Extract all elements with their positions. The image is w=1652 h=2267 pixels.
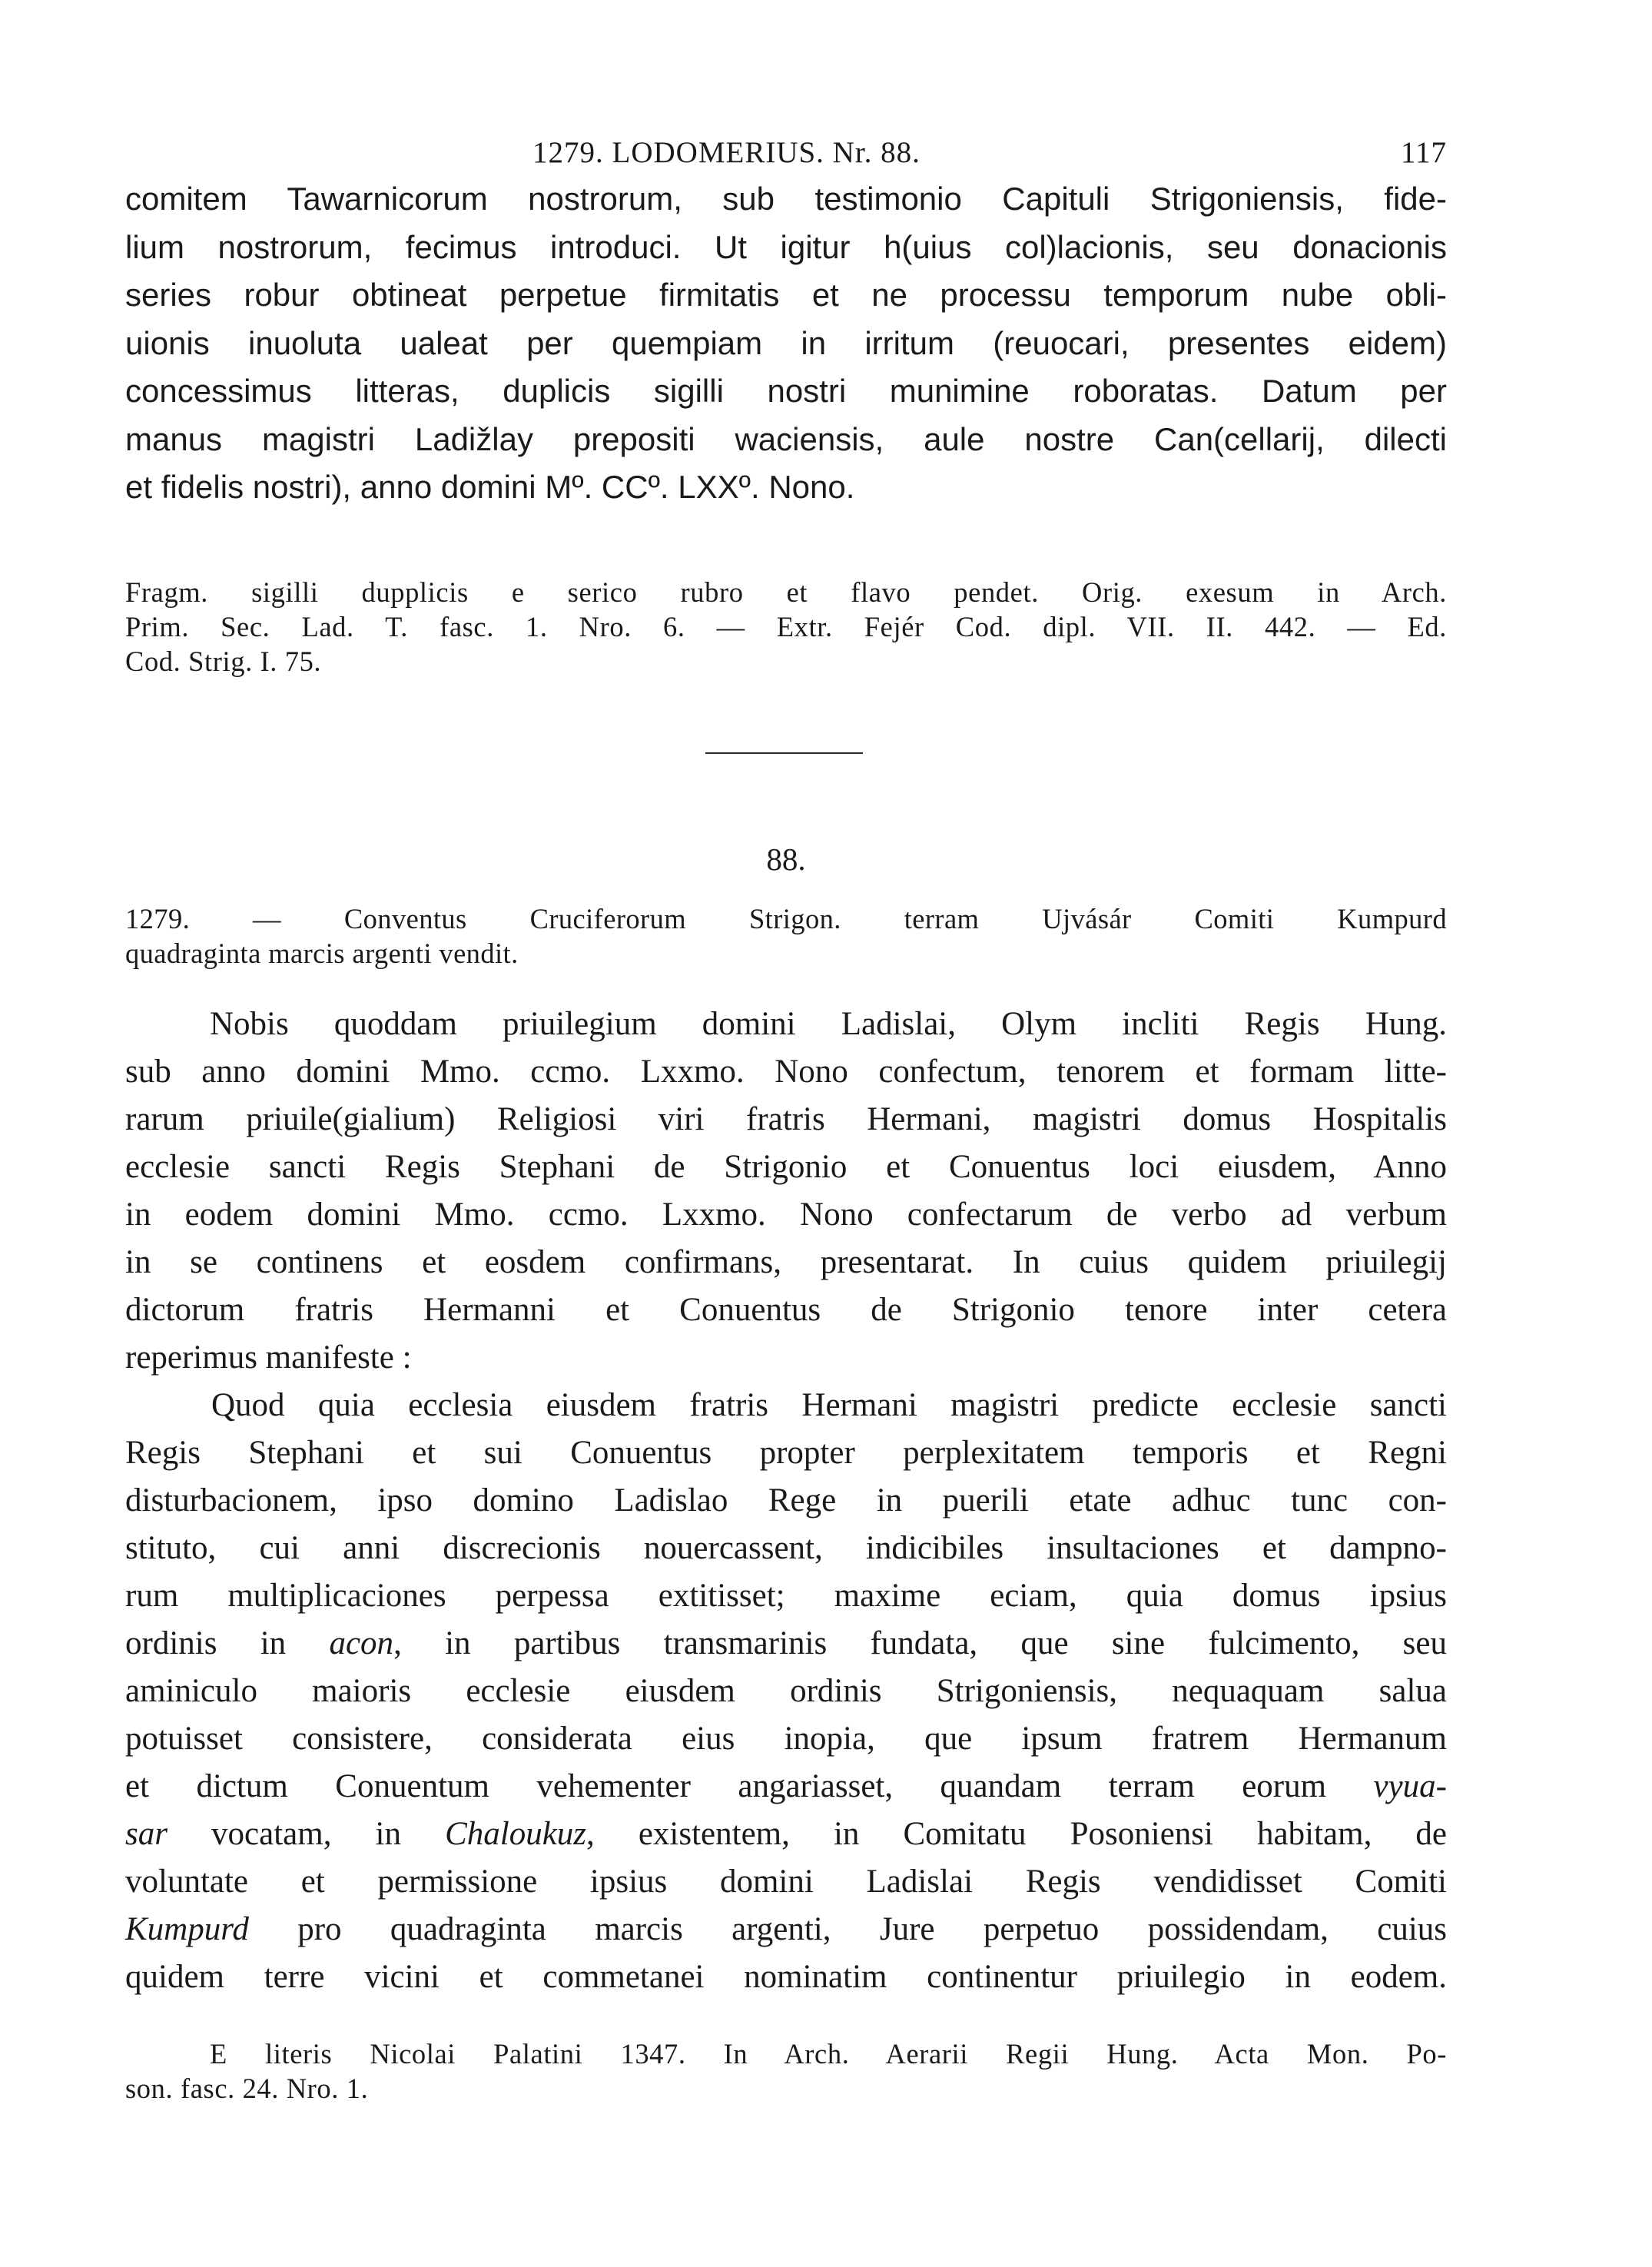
- text-line: rum multiplicaciones perpessa extitisset; maxime eciam, quia domus ipsius: [125, 1578, 1447, 1614]
- paragraph-continued: [125, 175, 1447, 512]
- regest: [125, 901, 1447, 971]
- regest-line: 1279. — Conventus Cruciferorum Strigon. terram Ujvásár Comiti Kumpurd: [125, 903, 1447, 934]
- page-number: 117: [1400, 136, 1447, 169]
- text-line: Nobis quoddam priuilegium domini Ladislai, Olym incliti Regis Hung.: [210, 1006, 1447, 1042]
- text-line: manus magistri Ladižlay prepositi waciensis, aule nostre Can(cellarij, dilecti: [125, 420, 1447, 457]
- text-line: aminiculo maioris ecclesie eiusdem ordinis Strigoniensis, nequaquam salua: [125, 1673, 1447, 1709]
- text-line: stituto, cui anni discrecionis nouercassent, indicibiles insultaciones et dampno-: [125, 1530, 1447, 1566]
- text-line: voluntate et permissione ipsius domini Ladislai Regis vendidisset Comiti: [125, 1864, 1447, 1900]
- text-line: lium nostrorum, fecimus introduci. Ut igitur h(uius col)lacionis, seu donacionis: [125, 228, 1447, 265]
- section-divider: [705, 752, 863, 754]
- text-line: Quod quia ecclesia eiusdem fratris Hermani magistri predicte ecclesie sancti: [211, 1387, 1447, 1423]
- text-line: potuisset consistere, considerata eius inopia, que ipsum fratrem Hermanum: [125, 1721, 1447, 1757]
- note-line: Fragm. sigilli dupplicis e serico rubro et flavo pendet. Orig. exesum in Arch.: [125, 576, 1447, 608]
- text-line: Regis Stephani et sui Conuentus propter perplexitatem temporis et Regni: [125, 1435, 1447, 1471]
- text-line: Kumpurd pro quadraginta marcis argenti, Jure perpetuo possidendam, cuius: [125, 1911, 1447, 1947]
- running-head: [125, 135, 1447, 181]
- text-line: in eodem domini Mmo. ccmo. Lxxmo. Nono confectarum de verbo ad verbum: [125, 1197, 1447, 1233]
- text-line: et dictum Conuentum vehementer angariasset, quandam terram eorum vyua-: [125, 1768, 1447, 1804]
- text-line: sar vocatam, in Chaloukuz, existentem, in Comitatu Posoniensi habitam, de: [125, 1816, 1447, 1852]
- note-line: son. fasc. 24. Nro. 1.: [125, 2073, 369, 2104]
- charter-text: [125, 1001, 1447, 2001]
- note-line: E literis Nicolai Palatini 1347. In Arch. Aerarii Regii Hung. Acta Mon. Po-: [210, 2038, 1447, 2070]
- book-page: [125, 0, 1447, 2267]
- text-line: disturbacionem, ipso domino Ladislao Rege in puerili etate adhuc tunc con-: [125, 1482, 1447, 1519]
- text-line: et fidelis nostri), anno domini Mº. CCº. LXXº. Nono.: [125, 469, 855, 505]
- note-line: Cod. Strig. I. 75.: [125, 646, 322, 677]
- running-title: 1279. LODOMERIUS. Nr. 88.: [532, 136, 921, 169]
- regest-line: quadraginta marcis argenti vendit.: [125, 938, 519, 969]
- text-line: ecclesie sancti Regis Stephani de Strigonio et Conuentus loci eiusdem, Anno: [125, 1149, 1447, 1185]
- text-line: concessimus litteras, duplicis sigilli nostri munimine roboratas. Datum per: [125, 373, 1447, 409]
- note-line: Prim. Sec. Lad. T. fasc. 1. Nro. 6. — Extr. Fejér Cod. dipl. VII. II. 442. — Ed.: [125, 611, 1447, 642]
- text-line: ordinis in acon, in partibus transmarinis fundata, que sine fulcimento, seu: [125, 1625, 1447, 1661]
- text-line: quidem terre vicini et commetanei nominatim continentur priuilegio in eodem.: [125, 1959, 1447, 1995]
- text-line: sub anno domini Mmo. ccmo. Lxxmo. Nono confectum, tenorem et formam litte-: [125, 1054, 1447, 1090]
- text-line: rarum priuile(gialium) Religiosi viri fratris Hermani, magistri domus Hospitalis: [125, 1101, 1447, 1137]
- text-line: comitem Tawarnicorum nostrorum, sub testimonio Capituli Strigoniensis, fide-: [125, 181, 1447, 217]
- text-line: dictorum fratris Hermanni et Conuentus de Strigonio tenore inter cetera: [125, 1292, 1447, 1328]
- text-line: uionis inuoluta ualeat per quempiam in irritum (reuocari, presentes eidem): [125, 324, 1447, 361]
- source-note: [125, 2036, 1447, 2106]
- text-line: reperimus manifeste :: [125, 1339, 412, 1376]
- text-line: in se continens et eosdem confirmans, presentarat. In cuius quidem priuilegij: [125, 1244, 1447, 1280]
- text-line: series robur obtineat perpetue firmitatis et ne processu temporum nube obli-: [125, 277, 1447, 313]
- source-note: [125, 575, 1447, 679]
- document-number: 88.: [766, 841, 806, 877]
